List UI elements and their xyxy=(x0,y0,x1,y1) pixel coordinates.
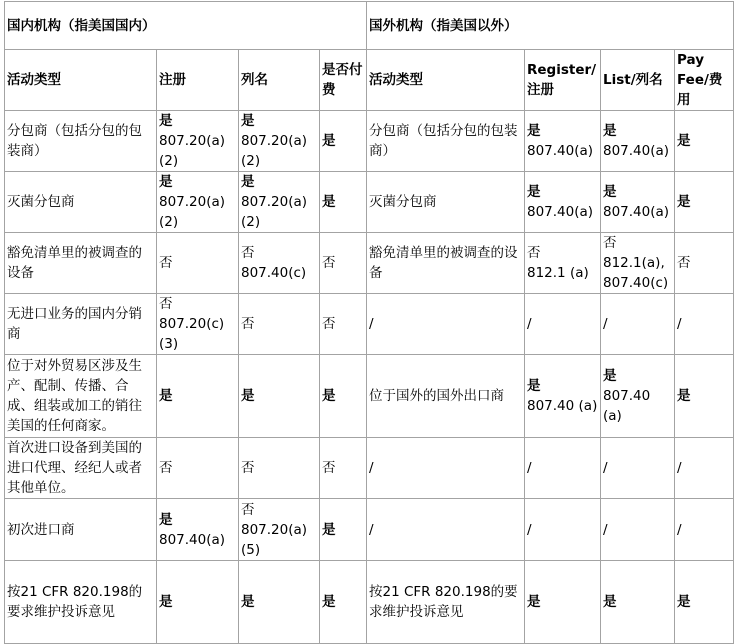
table-body xyxy=(5,111,734,644)
domestic-activity-type-cell: 分包商（包括分包的包装商） xyxy=(5,111,157,172)
answer-value: 否 xyxy=(527,245,541,261)
domestic-fee-cell xyxy=(320,233,367,294)
section-header-row xyxy=(5,2,734,50)
answer-value: 是 xyxy=(322,521,336,538)
foreign-activity-type-cell: / xyxy=(367,499,525,561)
registration-requirements-table xyxy=(4,1,734,644)
table-row xyxy=(5,233,734,294)
domestic-fee-header: 是否付费 xyxy=(320,50,367,111)
regulation-reference: 807.40(a) xyxy=(603,204,670,220)
regulation-reference: 807.40(a) xyxy=(159,531,226,548)
answer-value: 否 xyxy=(159,460,173,476)
foreign-activity-type-cell: 分包商（包括分包的包装商） xyxy=(367,111,525,172)
domestic-fee-cell xyxy=(320,438,367,499)
regulation-reference: 807.40 (a) xyxy=(527,398,598,414)
domestic-fee-cell xyxy=(320,499,367,561)
domestic-registration-cell xyxy=(157,172,239,233)
foreign-listing-cell: / xyxy=(601,499,675,561)
foreign-listing-cell xyxy=(601,233,675,294)
answer-value: 是 xyxy=(603,123,617,139)
foreign-listing-cell: / xyxy=(601,438,675,499)
answer-value: 否 xyxy=(677,255,691,271)
foreign-registration-cell: / xyxy=(525,294,601,355)
domestic-registration-cell xyxy=(157,355,239,438)
foreign-fee-header: Pay Fee/费用 xyxy=(675,50,734,111)
domestic-listing-cell xyxy=(239,172,320,233)
table-row xyxy=(5,111,734,172)
table-row xyxy=(5,499,734,561)
foreign-fee-cell xyxy=(675,561,734,644)
domestic-listing-cell xyxy=(239,294,320,355)
answer-value: 是 xyxy=(241,113,255,129)
domestic-listing-header: 列名 xyxy=(239,50,320,111)
answer-value: 否 xyxy=(241,316,255,332)
answer-value: 否 xyxy=(159,255,173,271)
answer-value: 是 xyxy=(322,594,336,610)
foreign-fee-cell xyxy=(675,111,734,172)
foreign-registration-cell xyxy=(525,172,601,233)
domestic-fee-cell xyxy=(320,111,367,172)
table-row xyxy=(5,355,734,438)
regulation-reference: 807.40(c) xyxy=(241,265,307,281)
foreign-activity-type-header: 活动类型 xyxy=(367,50,525,111)
foreign-activity-type-cell: 灭菌分包商 xyxy=(367,172,525,233)
answer-value: 是 xyxy=(159,388,173,404)
foreign-fee-cell: / xyxy=(675,438,734,499)
regulation-reference: 812.1(a), 807.40(c) xyxy=(603,255,669,291)
foreign-fee-cell xyxy=(675,355,734,438)
domestic-listing-cell xyxy=(239,438,320,499)
domestic-listing-cell xyxy=(239,499,320,561)
answer-value: 是 xyxy=(159,511,173,528)
regulation-reference: 807.20(a)(2) xyxy=(159,194,226,230)
answer-value: 是 xyxy=(527,184,541,200)
foreign-activity-type-cell: 位于国外的国外出口商 xyxy=(367,355,525,438)
answer-value: 是 xyxy=(322,194,336,210)
domestic-registration-cell xyxy=(157,111,239,172)
foreign-listing-cell xyxy=(601,172,675,233)
answer-value: 是 xyxy=(677,594,691,610)
domestic-registration-header: 注册 xyxy=(157,50,239,111)
domestic-listing-cell xyxy=(239,233,320,294)
regulation-reference: 807.40(a) xyxy=(527,204,594,220)
answer-value: 是 xyxy=(677,133,691,149)
answer-value: 否 xyxy=(241,501,255,518)
column-header-row xyxy=(5,50,734,111)
foreign-activity-type-cell: 豁免清单里的被调查的设备 xyxy=(367,233,525,294)
answer-value: 否 xyxy=(322,255,336,271)
answer-value: 是 xyxy=(159,113,173,129)
domestic-fee-cell xyxy=(320,355,367,438)
answer-value: 是 xyxy=(159,594,173,610)
foreign-fee-cell xyxy=(675,233,734,294)
domestic-activity-type-cell: 首次进口设备到美国的进口代理、经纪人或者其他单位。 xyxy=(5,438,157,499)
domestic-section-header: 国内机构（指美国国内） xyxy=(5,2,367,50)
foreign-fee-cell: / xyxy=(675,294,734,355)
regulation-reference: 807.40 (a) xyxy=(603,388,651,424)
domestic-activity-type-cell: 无进口业务的国内分销商 xyxy=(5,294,157,355)
answer-value: 是 xyxy=(603,184,617,200)
answer-value: 是 xyxy=(603,368,617,384)
domestic-fee-cell xyxy=(320,172,367,233)
regulation-reference: 807.40(a) xyxy=(603,143,670,159)
domestic-activity-type-cell: 按21 CFR 820.198的要求维护投诉意见 xyxy=(5,561,157,644)
table-row xyxy=(5,561,734,644)
answer-value: 否 xyxy=(322,316,336,332)
answer-value: 否 xyxy=(159,296,173,312)
domestic-registration-cell xyxy=(157,233,239,294)
domestic-activity-type-cell: 初次进口商 xyxy=(5,499,157,561)
answer-value: 是 xyxy=(322,388,336,404)
table-row xyxy=(5,438,734,499)
foreign-activity-type-cell: / xyxy=(367,438,525,499)
foreign-section-header: 国外机构（指美国以外） xyxy=(367,2,734,50)
domestic-activity-type-cell: 豁免清单里的被调查的设备 xyxy=(5,233,157,294)
foreign-activity-type-cell: / xyxy=(367,294,525,355)
foreign-registration-cell: / xyxy=(525,499,601,561)
regulation-reference: 807.20(a)(5) xyxy=(241,521,308,558)
foreign-fee-cell: / xyxy=(675,499,734,561)
answer-value: 是 xyxy=(527,378,541,394)
answer-value: 是 xyxy=(159,174,173,190)
regulation-reference: 812.1 (a) xyxy=(527,265,589,281)
foreign-registration-cell xyxy=(525,561,601,644)
foreign-registration-cell xyxy=(525,233,601,294)
regulation-reference: 807.40(a) xyxy=(527,143,594,159)
answer-value: 否 xyxy=(603,235,617,251)
foreign-registration-cell xyxy=(525,355,601,438)
answer-value: 是 xyxy=(527,123,541,139)
regulation-reference: 807.20(a)(2) xyxy=(241,194,308,230)
foreign-listing-cell xyxy=(601,355,675,438)
domestic-fee-cell xyxy=(320,294,367,355)
foreign-listing-header: List/列名 xyxy=(601,50,675,111)
foreign-registration-cell xyxy=(525,111,601,172)
regulation-reference: 807.20(c)(3) xyxy=(159,316,225,352)
domestic-fee-cell xyxy=(320,561,367,644)
foreign-listing-cell xyxy=(601,111,675,172)
answer-value: 是 xyxy=(322,133,336,149)
domestic-listing-cell xyxy=(239,355,320,438)
foreign-listing-cell: / xyxy=(601,294,675,355)
answer-value: 是 xyxy=(241,594,255,610)
domestic-registration-cell xyxy=(157,294,239,355)
foreign-registration-header: Register/注册 xyxy=(525,50,601,111)
domestic-listing-cell xyxy=(239,561,320,644)
regulation-reference: 807.20(a)(2) xyxy=(241,133,308,169)
answer-value: 否 xyxy=(322,460,336,476)
foreign-listing-cell xyxy=(601,561,675,644)
answer-value: 否 xyxy=(241,245,255,261)
answer-value: 是 xyxy=(603,594,617,610)
answer-value: 是 xyxy=(677,194,691,210)
table-row xyxy=(5,172,734,233)
answer-value: 是 xyxy=(241,388,255,404)
foreign-registration-cell: / xyxy=(525,438,601,499)
answer-value: 是 xyxy=(677,388,691,404)
answer-value: 是 xyxy=(527,594,541,610)
domestic-activity-type-header: 活动类型 xyxy=(5,50,157,111)
domestic-registration-cell xyxy=(157,499,239,561)
domestic-registration-cell xyxy=(157,561,239,644)
foreign-activity-type-cell: 按21 CFR 820.198的要求维护投诉意见 xyxy=(367,561,525,644)
regulation-reference: 807.20(a)(2) xyxy=(159,133,226,169)
foreign-fee-cell xyxy=(675,172,734,233)
domestic-listing-cell xyxy=(239,111,320,172)
domestic-activity-type-cell: 灭菌分包商 xyxy=(5,172,157,233)
answer-value: 否 xyxy=(241,460,255,476)
table-row xyxy=(5,294,734,355)
answer-value: 是 xyxy=(241,174,255,190)
domestic-activity-type-cell: 位于对外贸易区涉及生产、配制、传播、合成、组装或加工的销往美国的任何商家。 xyxy=(5,355,157,438)
domestic-registration-cell xyxy=(157,438,239,499)
